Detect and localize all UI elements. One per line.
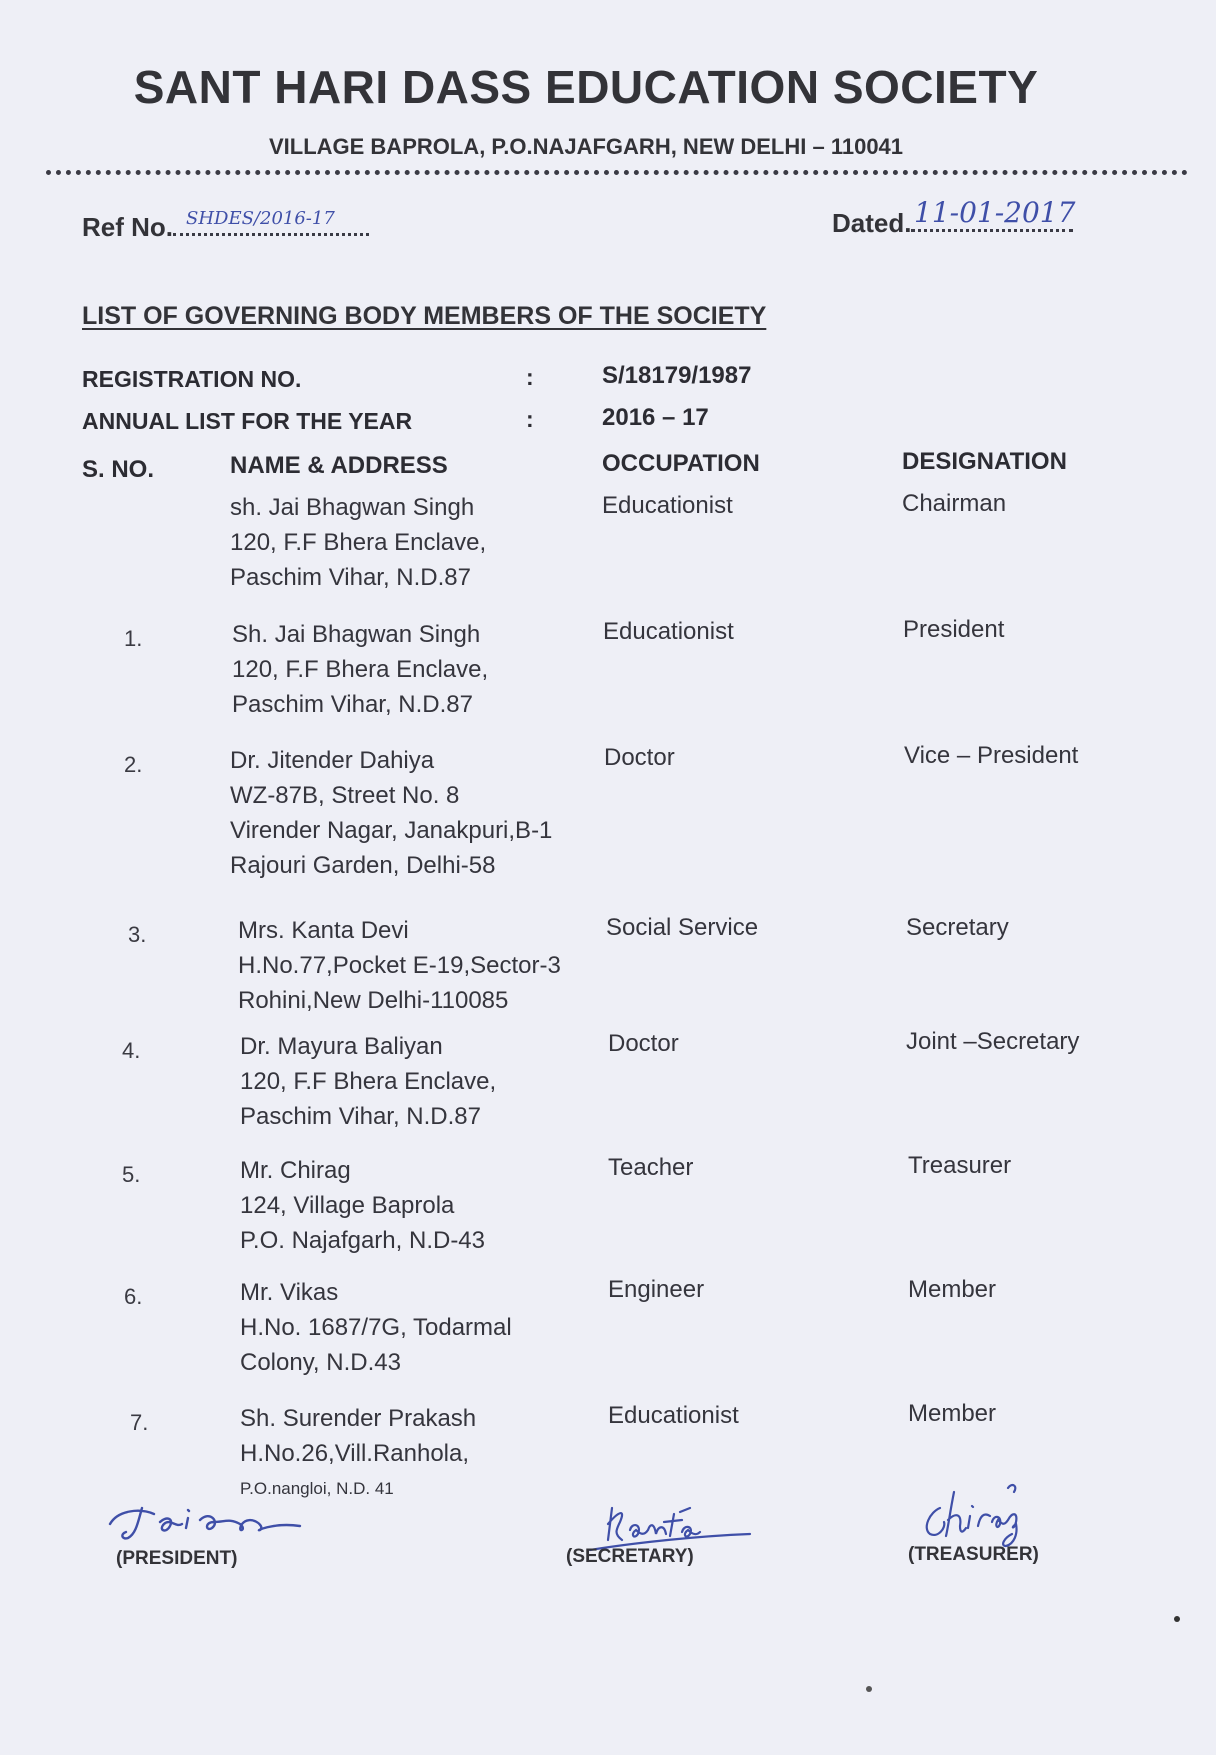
- member-occupation: Doctor: [608, 1030, 679, 1057]
- member-address-line: 124, Village Baprola: [240, 1192, 455, 1219]
- member-name: Dr. Jitender Dahiya: [230, 747, 435, 774]
- member-address-line: WZ-87B, Street No. 8: [230, 782, 460, 809]
- member-name-address: [230, 490, 486, 595]
- member-name-address: [232, 617, 488, 722]
- annual-year-value: 2016 – 17: [602, 404, 709, 431]
- member-designation: Secretary: [906, 914, 1009, 941]
- member-name-address: [238, 913, 561, 1018]
- treasurer-label: (TREASURER): [908, 1544, 1039, 1565]
- member-address-line: Rohini,New Delhi-110085: [238, 987, 509, 1014]
- president-label: (PRESIDENT): [116, 1548, 238, 1569]
- ref-no-label: Ref No.: [82, 212, 173, 242]
- member-name-address: [240, 1153, 485, 1258]
- column-header-occupation: OCCUPATION: [602, 450, 760, 477]
- speck: [1174, 1616, 1180, 1622]
- member-address-line: Colony, N.D.43: [240, 1349, 401, 1376]
- member-name: Mr. Vikas: [240, 1279, 339, 1306]
- member-address-line: H.No.77,Pocket E-19,Sector-3: [238, 952, 561, 979]
- member-address-line: H.No. 1687/7G, Todarmal: [240, 1314, 512, 1341]
- member-occupation: Social Service: [606, 914, 759, 941]
- column-header-name: NAME & ADDRESS: [230, 452, 448, 479]
- organization-address: VILLAGE BAPROLA, P.O.NAJAFGARH, NEW DELHI – 110041: [268, 134, 904, 159]
- member-name: Sh. Surender Prakash: [240, 1405, 477, 1432]
- member-occupation: Doctor: [604, 744, 675, 771]
- annual-year-label: ANNUAL LIST FOR THE YEAR: [82, 408, 413, 434]
- member-occupation: Educationist: [603, 618, 734, 645]
- member-name: Mr. Chirag: [240, 1157, 351, 1184]
- member-sno: 6.: [124, 1284, 143, 1309]
- member-address-line: Paschim Vihar, N.D.87: [230, 564, 471, 591]
- dated-value: 11-01-2017: [914, 196, 1076, 229]
- member-occupation: Engineer: [608, 1276, 705, 1303]
- member-sno: 3.: [128, 922, 147, 947]
- registration-colon: :: [526, 364, 534, 390]
- member-sno: 7.: [130, 1410, 149, 1435]
- member-designation: President: [903, 616, 1005, 643]
- column-header-designation: DESIGNATION: [902, 448, 1067, 475]
- member-address-line: H.No.26,Vill.Ranhola,: [240, 1440, 470, 1467]
- member-address-line: 120, F.F Bhera Enclave,: [230, 529, 487, 556]
- member-address-line: P.O. Najafgarh, N.D-43: [240, 1227, 486, 1254]
- member-name: Dr. Mayura Baliyan: [240, 1033, 443, 1060]
- member-address-line: Rajouri Garden, Delhi-58: [230, 852, 496, 879]
- member-address-line: Virender Nagar, Janakpuri,B-1: [230, 817, 553, 844]
- member-sno: 1.: [124, 626, 143, 651]
- secretary-label: (SECRETARY): [566, 1546, 694, 1567]
- ref-no-value: SHDES/2016-17: [186, 208, 335, 229]
- member-address-line: Paschim Vihar, N.D.87: [232, 691, 473, 718]
- member-sno: 2.: [124, 752, 143, 777]
- signature-stroke: [110, 1508, 300, 1538]
- registration-value: S/18179/1987: [602, 362, 752, 389]
- member-name-address: [240, 1275, 512, 1380]
- header-divider: [46, 170, 1188, 175]
- member-name: Sh. Jai Bhagwan Singh: [232, 621, 481, 648]
- member-occupation: Teacher: [608, 1154, 694, 1181]
- registration-label: REGISTRATION NO.: [82, 366, 302, 392]
- annual-year-colon: :: [526, 406, 534, 432]
- member-designation: Member: [908, 1276, 997, 1303]
- member-designation: Vice – President: [904, 742, 1079, 769]
- member-name: sh. Jai Bhagwan Singh: [230, 494, 475, 521]
- signature-stroke: [590, 1508, 750, 1550]
- member-occupation: Educationist: [602, 492, 733, 519]
- member-name-address: [240, 1029, 496, 1134]
- treasurer-signature: [900, 1472, 1050, 1552]
- column-header-sno: S. NO.: [82, 456, 155, 483]
- member-sno: 5.: [122, 1162, 141, 1187]
- member-designation: Chairman: [902, 490, 1007, 517]
- member-sno: 4.: [122, 1038, 141, 1063]
- member-address-line: P.O.nangloi, N.D. 41: [240, 1479, 394, 1498]
- member-occupation: Educationist: [608, 1402, 739, 1429]
- organization-name: SANT HARI DASS EDUCATION SOCIETY: [133, 61, 1039, 113]
- member-address-line: Paschim Vihar, N.D.87: [240, 1103, 481, 1130]
- member-address-line: 120, F.F Bhera Enclave,: [240, 1068, 497, 1095]
- member-designation: Joint –Secretary: [906, 1028, 1080, 1055]
- member-designation: Member: [908, 1400, 997, 1427]
- dated-label: Dated.: [832, 208, 912, 238]
- speck: [866, 1686, 872, 1692]
- signature-stroke: [927, 1485, 1017, 1546]
- member-address-line: 120, F.F Bhera Enclave,: [232, 656, 489, 683]
- member-name: Mrs. Kanta Devi: [238, 917, 409, 944]
- member-designation: Treasurer: [908, 1152, 1012, 1179]
- list-title: LIST OF GOVERNING BODY MEMBERS OF THE SOCIETY: [82, 302, 767, 330]
- member-name-address: [230, 743, 552, 883]
